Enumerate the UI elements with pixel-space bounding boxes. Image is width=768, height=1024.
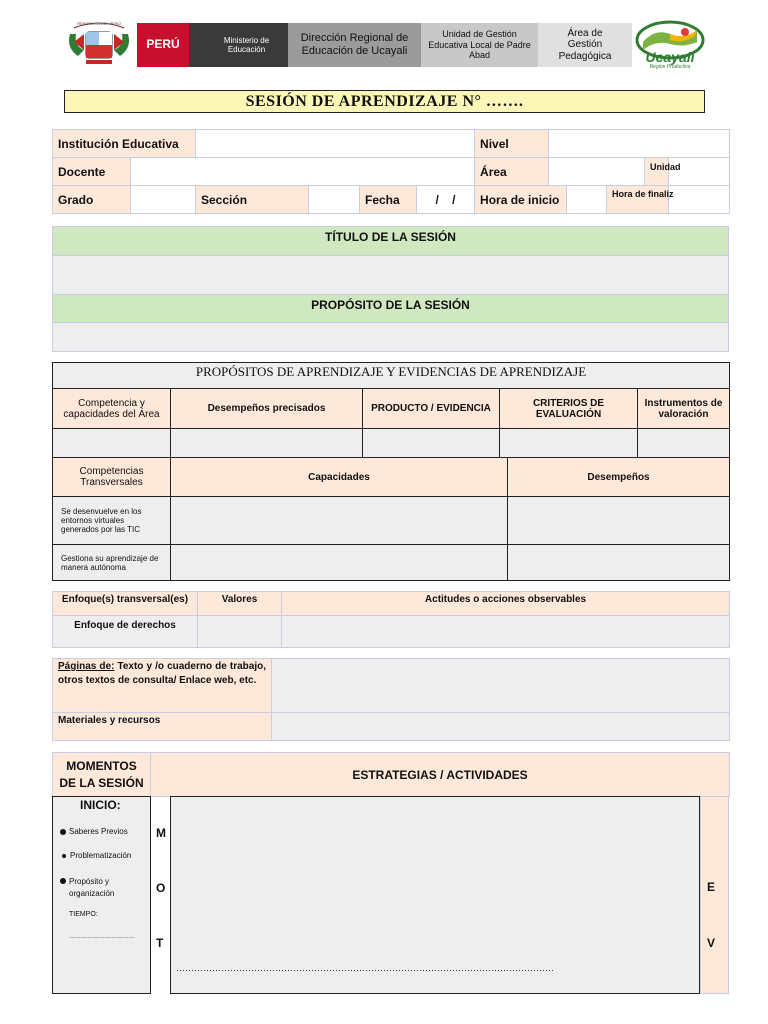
ucayali-logo — [635, 20, 705, 70]
mot-letter-o: O — [156, 881, 166, 895]
momentos-header-table — [52, 752, 730, 797]
propositos-heading: PROPÓSITOS DE APRENDIZAJE Y EVIDENCIAS DE APRENDIZAJE — [53, 363, 730, 389]
proposito-sesion-header: PROPÓSITO DE LA SESIÓN — [53, 295, 729, 323]
unidad-label: Unidad — [645, 158, 669, 186]
enfoque-derechos: Enfoque de derechos — [53, 616, 198, 648]
materiales-field[interactable] — [272, 713, 730, 741]
recursos-table — [52, 658, 730, 741]
desempenos-field[interactable] — [171, 429, 363, 458]
competencia-tic: Se desenvuelve en los entornos virtuales generados por las TIC — [53, 497, 171, 545]
desempenos-tic-field[interactable] — [508, 497, 730, 545]
estrategias-dots: ……………………………………………………………………………………………………………… — [176, 963, 554, 973]
problematizacion-item: Problematización — [70, 851, 132, 860]
institucion-label: Institución Educativa — [53, 130, 196, 158]
document-title: SESIÓN DE APRENDIZAJE N° ……. — [64, 90, 705, 113]
bullet-icon — [60, 829, 66, 835]
col-criterios: CRITERIOS DE EVALUACIÓN — [500, 389, 638, 429]
mot-letter-m: M — [156, 826, 166, 840]
desempenos-header: Desempeños — [508, 458, 730, 497]
inicio-label: INICIO: — [80, 798, 121, 812]
enfoque-header: Enfoque(s) transversal(es) — [53, 592, 198, 616]
proposito-sesion-field[interactable] — [53, 323, 729, 352]
tiempo-field[interactable]: …………………………… — [69, 934, 135, 940]
col-instrumentos: Instrumentos de valoración — [638, 389, 730, 429]
fecha-field[interactable]: / / — [417, 186, 475, 214]
seccion-field[interactable] — [309, 186, 360, 214]
area-label: Área — [475, 158, 549, 186]
valores-header: Valores — [198, 592, 282, 616]
hora-inicio-label: Hora de inicio — [475, 186, 567, 214]
ev-letter-v: V — [707, 936, 716, 950]
paginas-label: Páginas de: — [58, 661, 115, 672]
actitudes-header: Actitudes o acciones observables — [282, 592, 730, 616]
momentos-header: MOMENTOS DE LA SESIÓN — [53, 753, 151, 797]
competencia-field[interactable] — [53, 429, 171, 458]
hora-fin-field[interactable] — [669, 186, 730, 214]
institucion-field[interactable] — [196, 130, 475, 158]
docente-label: Docente — [53, 158, 131, 186]
desempenos-autonomo-field[interactable] — [508, 545, 730, 581]
area-gestion-box: Área de Gestión Pedagógica — [538, 23, 632, 67]
paginas-cell — [53, 659, 272, 713]
ucayali-logo-subtitle: Región Productiva — [649, 64, 691, 70]
grado-field[interactable] — [131, 186, 196, 214]
info-table — [52, 129, 730, 214]
capacidades-header: Capacidades — [171, 458, 508, 497]
titulo-sesion-field[interactable] — [53, 256, 729, 295]
col-competencia: Competencia y capacidades del Área — [53, 389, 171, 429]
criterios-field[interactable] — [500, 429, 638, 458]
nivel-label: Nivel — [475, 130, 549, 158]
session-table — [52, 226, 729, 352]
actitudes-field[interactable] — [282, 616, 730, 648]
propositos-table — [52, 362, 730, 581]
mot-letter-t: T — [156, 936, 164, 950]
col-desempenos: Desempeños precisados — [171, 389, 363, 429]
estrategias-header: ESTRATEGIAS / ACTIVIDADES — [151, 753, 730, 797]
peru-label: PERÚ — [137, 23, 189, 67]
ugel-box: Unidad de Gestión Educativa Local de Padre Abad — [421, 23, 538, 67]
bullet-icon — [62, 854, 66, 858]
instrumentos-field[interactable] — [638, 429, 730, 458]
materiales-label: Materiales y recursos — [53, 713, 272, 741]
ministerio-box: Ministerio de Educación — [189, 23, 288, 67]
valores-field[interactable] — [198, 616, 282, 648]
enfoques-table — [52, 591, 730, 648]
ucayali-logo-text: Ucayali — [645, 49, 695, 65]
grado-label: Grado — [53, 186, 131, 214]
producto-field[interactable] — [363, 429, 500, 458]
momentos-body — [52, 796, 729, 994]
peru-coat-of-arms — [64, 20, 134, 68]
proposito-organizacion-item: Propósito y organización — [69, 877, 115, 898]
ev-letter-e: E — [707, 880, 716, 894]
bullet-icon — [60, 878, 66, 884]
hora-inicio-field[interactable] — [567, 186, 607, 214]
capacidades-autonomo-field[interactable] — [171, 545, 508, 581]
titulo-sesion-header: TÍTULO DE LA SESIÓN — [53, 227, 729, 256]
paginas-text: Texto y /o cuaderno de trabajo, otros textos de consulta/ Enlace web, etc. — [58, 661, 266, 686]
hora-fin-label: Hora de finaliz — [607, 186, 669, 214]
docente-field[interactable] — [131, 158, 475, 186]
competencia-autonomo: Gestiona su aprendizaje de manera autónoma — [53, 545, 171, 581]
dre-box: Dirección Regional de Educación de Ucayali — [288, 23, 421, 67]
capacidades-tic-field[interactable] — [171, 497, 508, 545]
fecha-label: Fecha — [360, 186, 417, 214]
tiempo-label: TIEMPO: — [69, 911, 98, 918]
col-producto: PRODUCTO / EVIDENCIA — [363, 389, 500, 429]
seccion-label: Sección — [196, 186, 309, 214]
nivel-field[interactable] — [549, 130, 730, 158]
seal-caption: REPÚBLICA DEL PERÚ — [77, 21, 121, 26]
ev-column — [700, 796, 729, 994]
area-field[interactable] — [549, 158, 645, 186]
saberes-item: Saberes Previos — [69, 827, 128, 836]
paginas-field[interactable] — [272, 659, 730, 713]
transversales-label: Competencias Transversales — [53, 458, 171, 497]
